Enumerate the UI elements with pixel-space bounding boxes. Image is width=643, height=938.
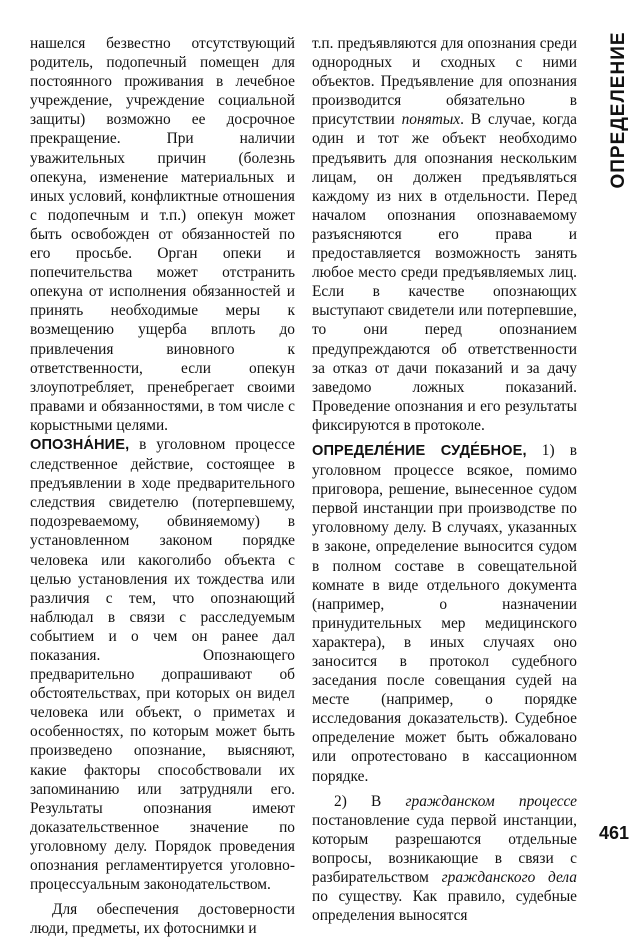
- opredelenie-sudebnoe-paragraph-2: [312, 792, 577, 926]
- running-header-text: ОПРЕДЕЛЕНИЕ: [608, 31, 629, 189]
- text-segment: 2) В: [334, 792, 406, 810]
- opoznanie-paragraph-2: Для обеспечения достоверности люди, предметы, их фотоснимки и: [30, 901, 295, 938]
- cross-reference-grazhdanskij-process: гражданском процессе: [405, 792, 577, 810]
- entry-term-opredelenie-sudebnoe: ОПРЕДЕЛЕ́НИЕ СУДЕ́БНОЕ,: [312, 442, 527, 459]
- entry-opoznanie: [30, 435, 295, 894]
- text-segment: т.п. предъявляются для опознания среди однородных и сходных с ними объектов. Предъявление для опознания производится обязательно в присутствии: [312, 35, 577, 129]
- text-segment: по существу. Как правило, судебные определения выносятся: [312, 888, 577, 925]
- opeka-continuation-paragraph: нашелся безвестно отсутствующий родитель, подопечный помещен для постоянного проживания в лечебное учреждение, учреждение социальной защиты) возможно ее досрочное прекращение. При наличии уважительных причин (болезнь опекуна, изменение материальных и иных условий, конфликтные отношения с подопечным и т.п.) опекун может быть освобожден от обязанностей по его просьбе. Орган опеки и попечительства может отстранить опекуна от исполнения обязанностей и принять необходимые меры к возмещению ущерба вплоть до привлечения виновного к ответственности, если опекун злоупотребляет, пренебрегает своими правами и обязанностями, в том числе с корыстными целями.: [30, 35, 295, 434]
- text-segment: . В случае, когда один и тот же объект необходимо предъявить для опознания нескольким лицам, он должен предъявляться каждому из них в отдельности. Перед началом опознания опознаваемому разъясняются его права и предоставляется возможность занять любое место среди предъявляемых лиц. Если в качестве опознающих выступают свидетели или потерпевшие, то они перед опознанием предупреждаются об ответственности за отказ от дачи показаний и за дачу заведомо ложных показаний. Проведение опознания и его результаты фиксируются в протоколе.: [312, 111, 577, 434]
- text-segment: постановление суда первой инстанции, которым разрешаются отдельные вопросы, возникающие в связи с разбирательством: [312, 811, 577, 887]
- entry-term-opoznanie: ОПОЗНА́НИЕ,: [30, 436, 130, 453]
- entry-body-opredelenie-sudebnoe: 1) в уголовном процессе всякое, помимо приговора, решение, вынесенное судом первой инстанции при производстве по уголовному делу. В случаях, указанных в законе, определение выносится судом в полном составе в совещательной комнате в виде отдельного документа (например, о назначении принудительных мер медицинского характера), в иных случаях оно заносится в протокол судебного заседания после совещания судей на месте (например, о порядке исследования доказательств). Судебное определение может быть обжаловано или опротестовано в кассационном порядке.: [312, 441, 577, 785]
- cross-reference-ponyatye: понятых: [401, 111, 461, 129]
- cross-reference-grazhdanskoe-delo: гражданского дела: [441, 869, 578, 887]
- entry-body-opoznanie: в уголовном процессе следственное действие, состоящее в предъявлении в ходе предварительного следствия свидетелю (потерпевшему, подозреваемому, обвиняемому) в установленном законом порядке человека или какоголибо объекта с целью установления их тождества или различия с тем, что опознающий наблюдал в связи с расследуемым событием и о чем он ранее дал показания. Опознающего предварительно допрашивают об обстоятельствах, при которых он видел человека или объект, о приметах и особенностях, по которым может быть произведено опознание, выясняют, какие факторы способствовали их запоминанию или затрудняли его. Результаты опознания имеют доказательственное значение по уголовному делу. Порядок проведения опознания регламентируется уголовно-процессуальным законодательством.: [30, 435, 295, 894]
- opoznanie-paragraph-2-continued: [312, 34, 577, 435]
- right-column: [312, 34, 577, 925]
- left-column: [30, 34, 295, 938]
- entry-opredelenie-sudebnoe: [312, 441, 577, 786]
- page-number: 461: [598, 823, 629, 843]
- running-header: [605, 30, 633, 190]
